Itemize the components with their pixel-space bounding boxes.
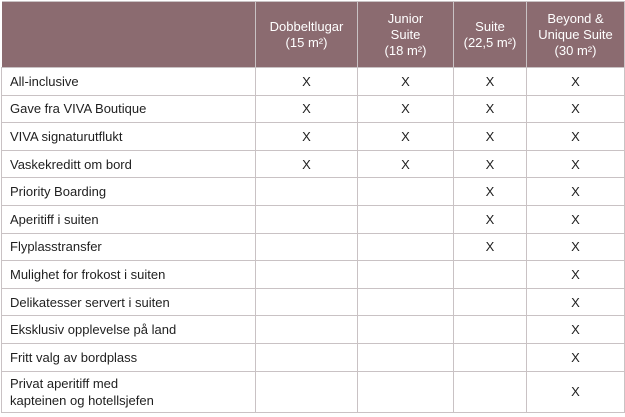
column-header-line: (15 m²) [285,34,328,50]
availability-mark [454,316,527,344]
feature-label: Priority Boarding [2,178,256,206]
table-row [2,178,625,206]
availability-mark [454,343,527,371]
column-header-line: Dobbeltlugar [269,18,344,34]
column-header-suite [454,2,527,68]
column-header-line: Beyond & [547,10,604,26]
feature-label: Eksklusiv opplevelse på land [2,316,256,344]
column-header-line: Suite [390,26,421,42]
availability-mark: X [454,178,527,206]
feature-label: Vaskekreditt om bord [2,150,256,178]
availability-mark [358,371,454,412]
table-row [2,288,625,316]
availability-mark [256,371,358,412]
table-header [2,2,625,68]
feature-label: Gave fra VIVA Boutique [2,95,256,123]
column-header-beyond-unique-suite [527,2,625,68]
availability-mark [358,233,454,261]
availability-mark: X [527,205,625,233]
availability-mark: X [527,233,625,261]
feature-label-line: kapteinen og hotellsjefen [10,392,154,408]
availability-mark: X [256,150,358,178]
availability-mark: X [454,95,527,123]
column-header-line: (30 m²) [554,42,597,58]
availability-mark: X [256,95,358,123]
table-row [2,95,625,123]
availability-mark [454,371,527,412]
availability-mark [256,288,358,316]
feature-label: Fritt valg av bordplass [2,343,256,371]
feature-label: VIVA signaturutflukt [2,123,256,151]
availability-mark: X [454,68,527,96]
availability-mark [358,288,454,316]
availability-mark: X [358,68,454,96]
availability-mark: X [454,150,527,178]
availability-mark: X [527,261,625,289]
availability-mark: X [527,371,625,412]
availability-mark [358,178,454,206]
table-row [2,261,625,289]
table-row [2,150,625,178]
table-row [2,68,625,96]
availability-mark [256,233,358,261]
column-header-line: Unique Suite [538,26,613,42]
feature-label-line: Privat aperitiff med [10,375,119,391]
table-row [2,371,625,412]
availability-mark [358,316,454,344]
column-header-line: (18 m²) [384,42,427,58]
availability-mark: X [358,123,454,151]
feature-label: Mulighet for frokost i suiten [2,261,256,289]
availability-mark: X [527,343,625,371]
availability-mark: X [527,123,625,151]
feature-label: All-inclusive [2,68,256,96]
table-row [2,205,625,233]
cabin-amenities-table [1,1,625,413]
availability-mark [256,205,358,233]
header-corner-cell [2,2,256,68]
feature-label: Aperitiff i suiten [2,205,256,233]
availability-mark: X [527,68,625,96]
availability-mark: X [358,150,454,178]
column-header-line: Suite [475,18,505,34]
availability-mark [358,343,454,371]
availability-mark [256,178,358,206]
feature-label: Flyplasstransfer [2,233,256,261]
feature-label [2,371,256,412]
availability-mark [358,205,454,233]
availability-mark: X [256,68,358,96]
table-row [2,233,625,261]
table-row [2,316,625,344]
availability-mark: X [527,316,625,344]
availability-mark [256,343,358,371]
table-row [2,343,625,371]
availability-mark: X [454,205,527,233]
column-header-dobbeltlugar [256,2,358,68]
feature-label: Delikatesser servert i suiten [2,288,256,316]
column-header-line: (22,5 m²) [463,34,517,50]
table-body [2,68,625,413]
table-row [2,123,625,151]
availability-mark [256,316,358,344]
availability-mark: X [527,288,625,316]
availability-mark: X [454,233,527,261]
column-header-junior-suite [358,2,454,68]
availability-mark [454,288,527,316]
availability-mark: X [256,123,358,151]
availability-mark [358,261,454,289]
availability-mark: X [527,178,625,206]
availability-mark: X [527,150,625,178]
availability-mark: X [454,123,527,151]
availability-mark [454,261,527,289]
availability-mark: X [358,95,454,123]
availability-mark [256,261,358,289]
availability-mark: X [527,95,625,123]
header-row [2,2,625,68]
column-header-line: Junior [387,10,424,26]
